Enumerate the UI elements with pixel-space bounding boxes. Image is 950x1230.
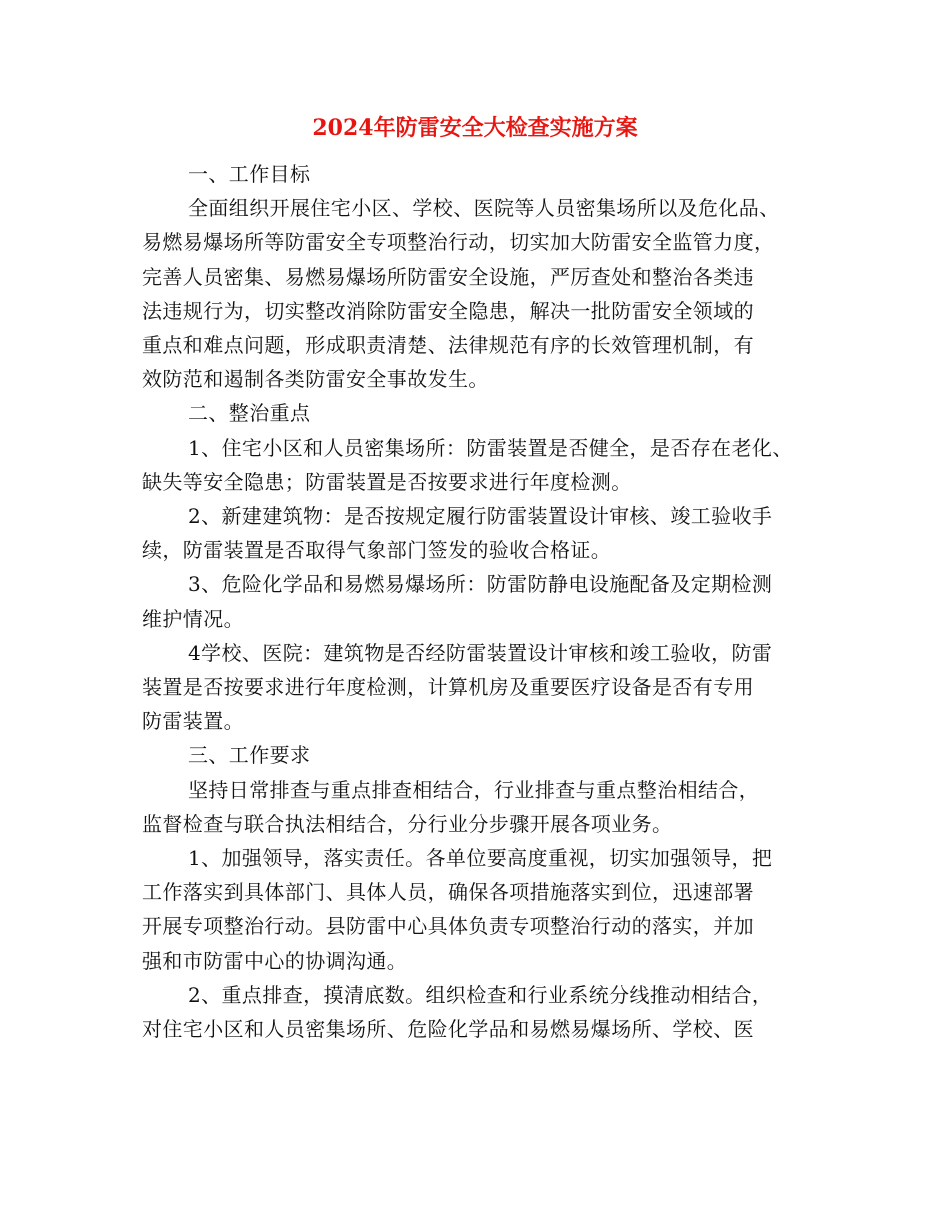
body-line: 2、新建建筑物：是否按规定履行防雷装置设计审核、竣工验收手 [188,504,773,528]
body-line: 全面组织开展住宅小区、学校、医院等人员密集场所以及危化品、 [188,196,780,220]
body-line: 开展专项整治行动。县防雷中心具体负责专项整治行动的落实，并加 [142,914,754,938]
body-line: 缺失等安全隐患；防雷装置是否按要求进行年度检测。 [142,470,632,494]
body-line: 防雷装置。 [142,709,244,733]
body-line: 1、加强领导，落实责任。各单位要高度重视，切实加强领导，把 [188,846,773,870]
body-line: 易燃易爆场所等防雷安全专项整治行动，切实加大防雷安全监管力度， [142,230,775,254]
body-line: 装置是否按要求进行年度检测，计算机房及重要医疗设备是否有专用 [142,675,754,699]
body-line: 1、住宅小区和人员密集场所：防雷装置是否健全，是否存在老化、 [188,436,793,460]
body-line: 强和市防雷中心的协调沟通。 [142,949,408,973]
body-line: 法违规行为，切实整改消除防雷安全隐患，解决一批防雷安全领域的 [142,299,754,323]
body-line: 4学校、医院：建筑物是否经防雷装置设计审核和竣工验收，防雷 [188,641,773,665]
body-line: 完善人员密集、易燃易爆场所防雷安全设施，严厉查处和整治各类违 [142,265,754,289]
body-line: 三、工作要求 [188,743,311,767]
body-line: 维护情况。 [142,607,244,631]
body-line: 二、整治重点 [188,401,311,425]
body-line: 坚持日常排查与重点排查相结合，行业排查与重点整治相结合， [188,778,760,802]
body-line: 3、危险化学品和易燃易爆场所：防雷防静电设施配备及定期检测 [188,572,773,596]
body-line: 重点和难点问题，形成职责清楚、法律规范有序的长效管理机制，有 [142,333,754,357]
document-title: 2024年防雷安全大检查实施方案 [312,115,638,141]
body-line: 一、工作目标 [188,162,311,186]
body-line: 对住宅小区和人员密集场所、危险化学品和易燃易爆场所、学校、医 [142,1017,754,1041]
body-line: 续，防雷装置是否取得气象部门签发的验收合格证。 [142,538,612,562]
body-line: 效防范和遏制各类防雷安全事故发生。 [142,367,489,391]
body-line: 2、重点排查，摸清底数。组织检查和行业系统分线推动相结合， [188,983,773,1007]
body-line: 监督检查与联合执法相结合，分行业分步骤开展各项业务。 [142,812,673,836]
body-line: 工作落实到具体部门、具体人员，确保各项措施落实到位，迅速部署 [142,880,754,904]
